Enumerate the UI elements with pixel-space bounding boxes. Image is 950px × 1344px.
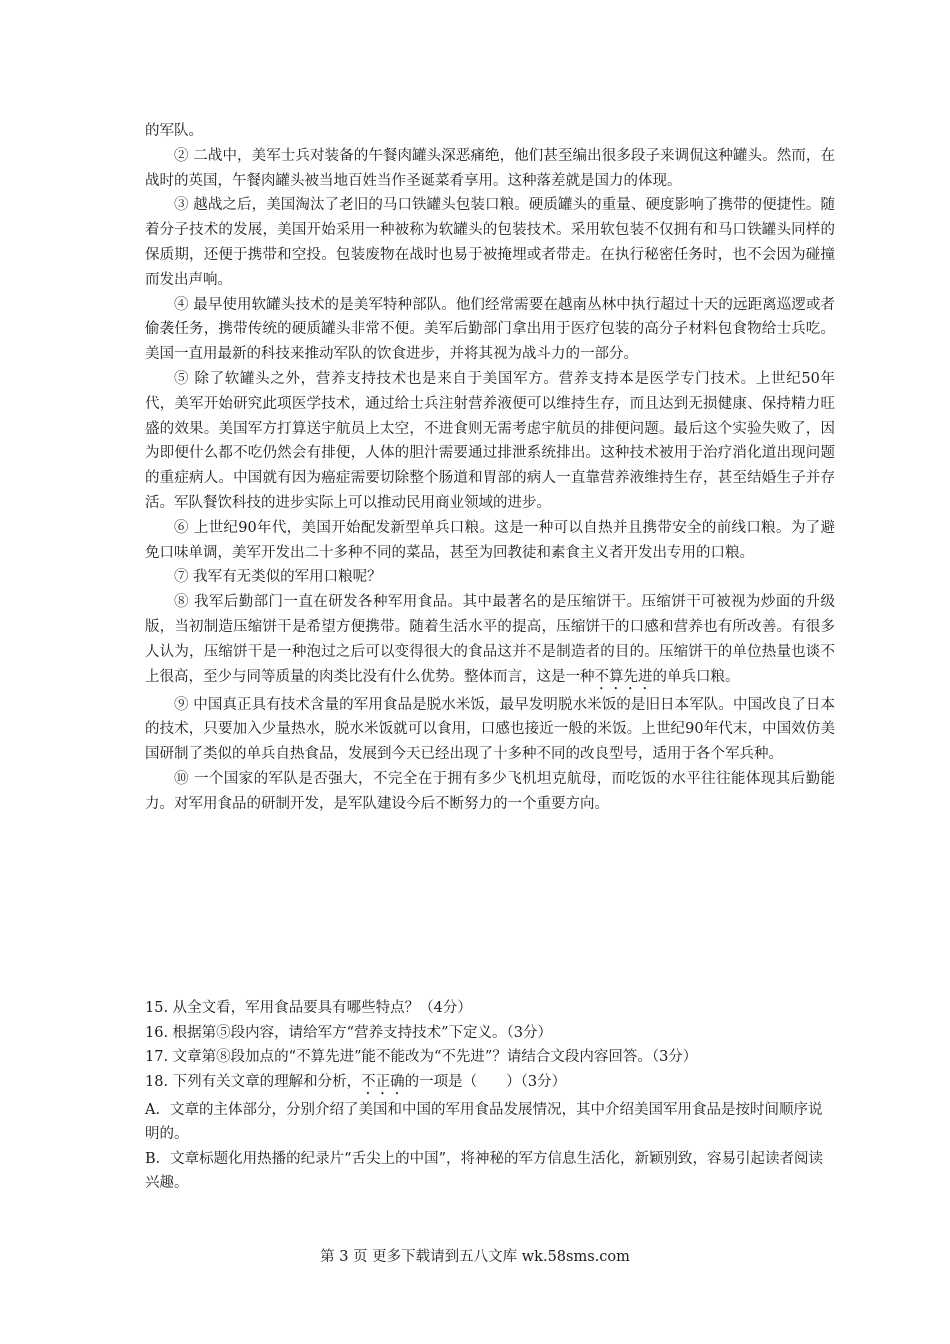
- question-18: [145, 1070, 835, 1098]
- question-18-text-before: 18. 下列有关文章的理解和分析，: [145, 1073, 362, 1090]
- page-footer: 第 3 页 更多下载请到五八文库 wk.58sms.com: [320, 1249, 630, 1265]
- paragraph-8-text-after: 的单兵口粮。: [652, 668, 740, 685]
- option-b: B．文章标题化用热播的纪录片“舌尖上的中国”，将神秘的军方信息生活化，新颖别致，容易引起读者阅读兴趣。: [145, 1150, 823, 1191]
- paragraph-6: ⑥ 上世纪90年代，美国开始配发新型单兵口粮。这是一种可以自热并且携带安全的前线口粮。为了避免口味单调，美军开发出二十多种不同的菜品，甚至为回教徒和素食主义者开发出专用的口粮。: [145, 519, 835, 561]
- paragraph-7: ⑦ 我军有无类似的军用口粮呢？: [174, 569, 382, 586]
- paragraph-4: ④ 最早使用软罐头技术的是美军特种部队。他们经常需要在越南丛林中执行超过十天的远距离巡逻或者偷袭任务，携带传统的硬质罐头非常不便。美军后勤部门拿出用于医疗包装的高分子材料包食物给士兵吃。美国一直用最新的科技来推动军队的饮食进步，并将其视为战斗力的一部分。: [145, 296, 835, 363]
- option-a: A．文章的主体部分，分别介绍了美国和中国的军用食品发展情况，其中介绍美国军用食品是按时间顺序说明的。: [145, 1101, 823, 1142]
- question-15: 15. 从全文看，军用食品要具有哪些特点？（4分）: [145, 1000, 472, 1016]
- questions-section: [145, 996, 835, 1196]
- dotted-phrase: 不算先进: [594, 668, 653, 685]
- paragraph-2: ② 二战中，美军士兵对装备的午餐肉罐头深恶痛绝，他们甚至编出很多段子来调侃这种罐头。然而，在战时的英国，午餐肉罐头被当地百姓当作圣诞菜肴享用。这种落差就是国力的体现。: [145, 147, 835, 189]
- paragraph-8-text-before: ⑧ 我军后勤部门一直在研发各种军用食品。其中最著名的是压缩饼干。压缩饼干可被视为炒面的升级版，当初制造压缩饼干是希望方便携带。随着生活水平的提高，压缩饼干的口感和营养也有所改善。有很多人认为，压缩饼干是一种泡过之后可以变得很大的食品这并不是制造者的目的。压缩饼干的单位热量也谈不上很高，至少与同等质量的肉类比没有什么优势。整体而言，这是一种: [145, 594, 835, 685]
- article-body: [145, 119, 835, 817]
- article-opening-line: 的军队。: [145, 123, 203, 139]
- question-16: 16. 根据第⑤段内容，请给军方“营养支持技术”下定义。（3分）: [145, 1024, 552, 1041]
- paragraph-9: ⑨ 中国真正具有技术含量的军用食品是脱水米饭，最早发明脱水米饭的是旧日本军队。中国改良了日本的技术，只要加入少量热水，脱水米饭就可以食用，口感也接近一般的米饭。上世纪90年代末，中国效仿美国研制了类似的单兵自热食品，发展到今天已经出现了十多种不同的改良型号，适用于各个军兵种。: [145, 696, 835, 763]
- paragraph-8: [145, 590, 835, 692]
- paragraph-3: ③ 越战之后，美国淘汰了老旧的马口铁罐头包装口粮。硬质罐头的重量、硬度影响了携带的便捷性。随着分子技术的发展，美国开始采用一种被称为软罐头的包装技术。采用软包装不仅拥有和马口铁罐头同样的保质期，还便于携带和空投。包装废物在战时也易于被掩埋或者带走。在执行秘密任务时，也不会因为碰撞而发出声响。: [145, 197, 835, 288]
- question-18-dotted: 不正确: [361, 1073, 405, 1090]
- question-17: 17. 文章第⑧段加点的“不算先进”能不能改为“不先进”？请结合文段内容回答。（3分）: [145, 1049, 698, 1065]
- paragraph-5: ⑤ 除了软罐头之外，营养支持技术也是来自于美国军方。营养支持本是医学专门技术。上世纪50年代，美军开始研究此项医学技术，通过给士兵注射营养液便可以维持生存，而且达到无损健康、保持精力旺盛的效果。美国军方打算送宇航员上太空，不进食则无需考虑宇航员的排便问题。最后这个实验失败了，因为即便什么都不吃仍然会有排便，人体的胆汁需要通过排泄系统排出。这种技术被用于治疗消化道出现问题的重症病人。中国就有因为癌症需要切除整个肠道和胃部的病人一直靠营养液维持生存，甚至结婚生子并存活。军队餐饮科技的进步实际上可以推动民用商业领域的进步。: [145, 370, 835, 511]
- question-18-text-after: 的一项是（ ）（3分）: [404, 1073, 567, 1090]
- paragraph-10: ⑩ 一个国家的军队是否强大，不完全在于拥有多少飞机坦克航母，而吃饭的水平往往能体现其后勤能力。对军用食品的研制开发，是军队建设今后不断努力的一个重要方向。: [145, 770, 835, 812]
